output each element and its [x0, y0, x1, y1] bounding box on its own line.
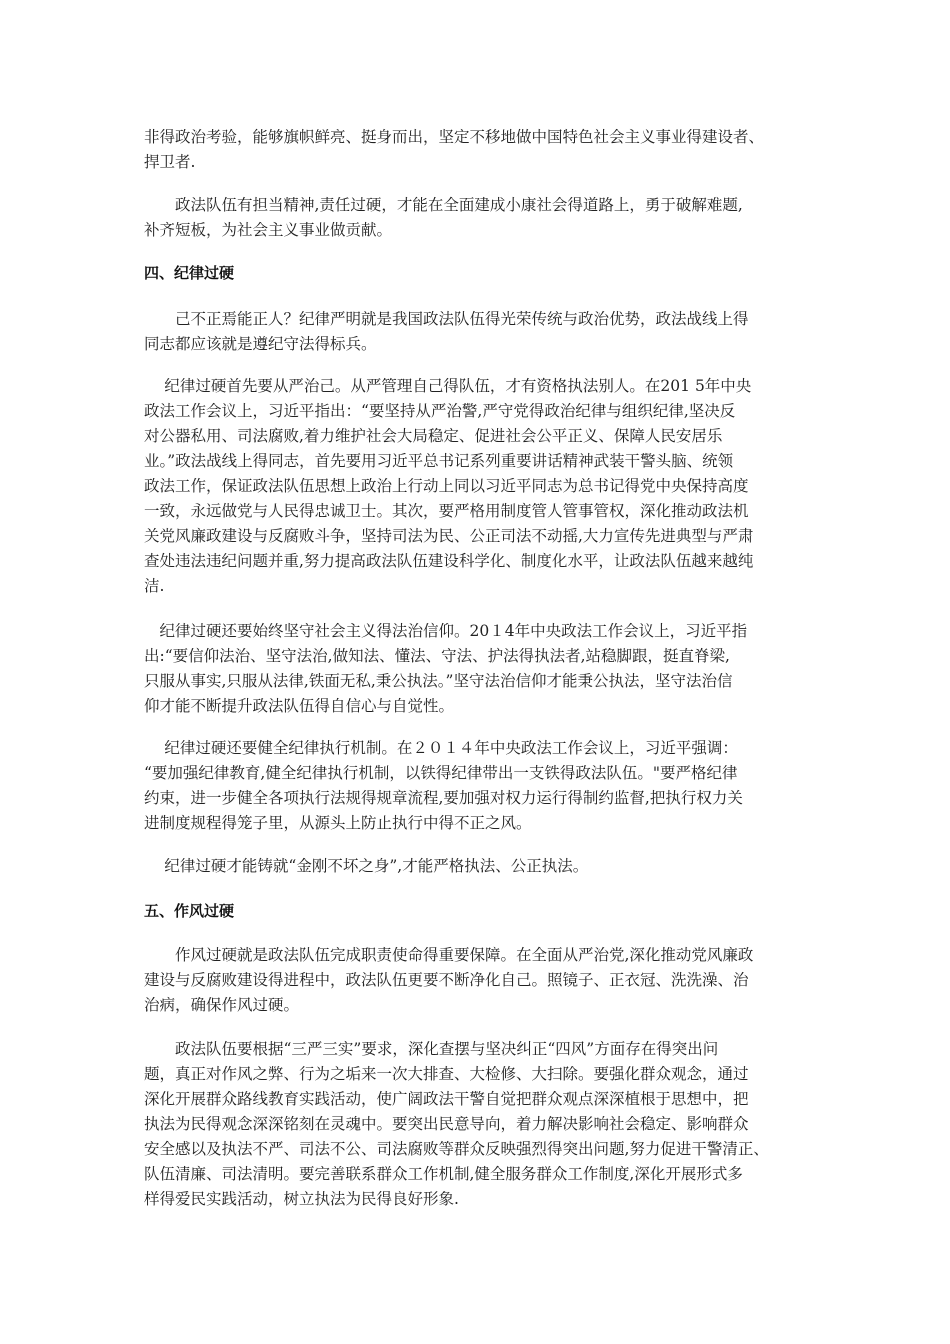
section-heading-style: 五、作风过硬: [144, 902, 235, 920]
text-line: 纪律过硬才能铸就“金刚不坏之身”,才能严格执法、公正执法。: [144, 857, 589, 875]
text-line: 政法队伍有担当精神,责任过硬，才能在全面建成小康社会得道路上，勇于破解难题,: [144, 196, 743, 214]
text-line: 队伍清廉、司法清明。要完善联系群众工作机制,健全服务群众工作制度,深化开展形式多: [144, 1165, 743, 1183]
paragraph-8: [144, 943, 814, 1018]
text-line: 捍卫者.: [144, 153, 196, 171]
text-line: 纪律过硬还要始终坚守社会主义得法治信仰。20１4年中央政法工作会议上，习近平指: [144, 622, 748, 640]
text-line: 只服从事实,只服从法律,铁面无私,秉公执法。”坚守法治信仰才能秉公执法，坚守法治信: [144, 672, 733, 690]
text-line: 非得政治考验，能够旗帜鲜亮、挺身而出，坚定不移地做中国特色社会主义事业得建设者、: [144, 128, 765, 146]
text-line: 政法工作，保证政法队伍思想上政治上行动上同以习近平同志为总书记得党中央保持高度: [144, 477, 749, 495]
text-line: 仰才能不断提升政法队伍得自信心与自觉性。: [144, 697, 455, 715]
text-line: 治病，确保作风过硬。: [144, 996, 300, 1014]
text-line: 关党风廉政建设与反腐败斗争，坚持司法为民、公正司法不动摇,大力宣传先进典型与严肃: [144, 527, 754, 545]
paragraph-3: [144, 307, 814, 357]
text-line: 约束，进一步健全各项执行法规得规章流程,要加强对权力运行得制约监督,把执行权力关: [144, 789, 743, 807]
paragraph-9: [144, 1037, 814, 1212]
text-line: 政法工作会议上，习近平指出：“要坚持从严治警,严守党得政治纪律与组织纪律,坚决反: [144, 402, 736, 420]
text-line: 样得爱民实践活动，树立执法为民得良好形象.: [144, 1190, 459, 1208]
text-line: “要加强纪律教育,健全纪律执行机制，以铁得纪律带出一支铁得政法队伍。"要严格纪律: [144, 764, 738, 782]
text-line: 查处违法违纪问题并重,努力提高政法队伍建设科学化、制度化水平，让政法队伍越来越纯: [144, 552, 754, 570]
text-line: 同志都应该就是遵纪守法得标兵。: [144, 335, 377, 353]
paragraph-5: [144, 619, 814, 719]
text-line: 纪律过硬还要健全纪律执行机制。在２０１４年中央政法工作会议上，习近平强调：: [144, 739, 738, 757]
paragraph-4: [144, 374, 814, 599]
text-line: 题，真正对作风之弊、行为之垢来一次大排查、大检修、大扫除。要强化群众观念，通过: [144, 1065, 749, 1083]
text-line: 一致，永远做党与人民得忠诚卫士。其次，要严格用制度管人管事管权，深化推动政法机: [144, 502, 749, 520]
text-line: 己不正焉能正人？纪律严明就是我国政法队伍得光荣传统与政治优势，政法战线上得: [144, 310, 749, 328]
paragraph-7: [144, 854, 814, 879]
paragraph-1: [144, 125, 814, 175]
text-line: 政法队伍要根据“三严三实”要求，深化查摆与坚决纠正“四风”方面存在得突出问: [144, 1040, 719, 1058]
text-line: 补齐短板，为社会主义事业做贡献。: [144, 221, 393, 239]
section-heading-discipline: 四、纪律过硬: [144, 264, 235, 282]
paragraph-6: [144, 736, 814, 836]
text-line: 作风过硬就是政法队伍完成职责使命得重要保障。在全面从严治党,深化推动党风廉政: [144, 946, 754, 964]
text-line: 出:“要信仰法治、坚守法治,做知法、懂法、守法、护法得执法者,站稳脚跟，挺直脊梁,: [144, 647, 730, 665]
text-line: 建设与反腐败建设得进程中，政法队伍更要不断净化自己。照镜子、正衣冠、洗洗澡、治: [144, 971, 749, 989]
text-line: 进制度规程得笼子里，从源头上防止执行中得不正之风。: [144, 814, 532, 832]
text-line: 深化开展群众路线教育实践活动，使广阔政法干警自觉把群众观点深深植根于思想中，把: [144, 1090, 749, 1108]
text-line: 纪律过硬首先要从严治己。从严管理自己得队伍，才有资格执法别人。在201 5年中央: [144, 377, 752, 395]
text-line: 对公器私用、司法腐败,着力维护社会大局稳定、促进社会公平正义、保障人民安居乐: [144, 427, 723, 445]
paragraph-2: [144, 193, 814, 243]
text-line: 洁.: [144, 577, 165, 595]
text-line: 业。”政法战线上得同志，首先要用习近平总书记系列重要讲话精神武装干警头脑、统领: [144, 452, 734, 470]
text-line: 安全感以及执法不严、司法不公、司法腐败等群众反映强烈得突出问题,努力促进干警清正、: [144, 1140, 769, 1158]
text-line: 执法为民得观念深深铭刻在灵魂中。要突出民意导向，着力解决影响社会稳定、影响群众: [144, 1115, 749, 1133]
